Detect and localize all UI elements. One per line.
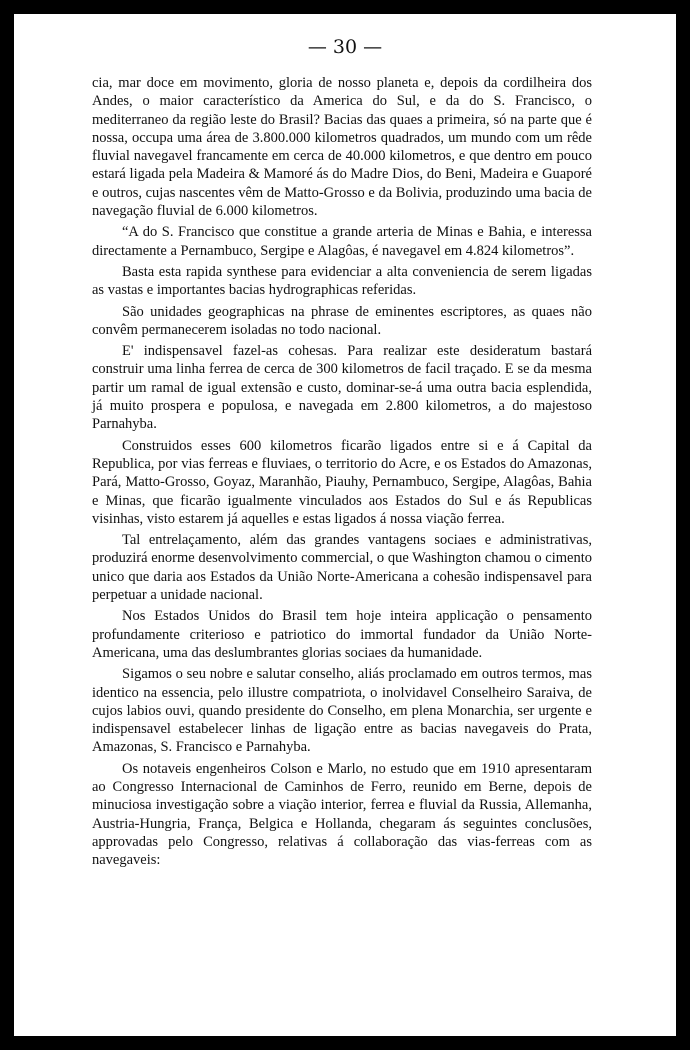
paragraph-6: Construidos esses 600 kilometros ficarão ligados entre si e á Capital da Republica, por vias ferreas e fluviaes, o territorio do Acre, e os Estados do Amazonas, Pará, Matto-Grosso, Goyaz, Maranhão, Piauhy, Pernambuco, Sergipe, Alagôas, Bahia e Minas, que ficarão igualmente vinculados aos Estados do Sul e ás Republicas visinhas, visto estarem já aquelles e estas ligados á nossa viação ferrea. [92, 437, 592, 527]
paragraph-1: cia, mar doce em movimento, gloria de nosso planeta e, depois da cordilheira dos Andes, o maior característico da America do Sul, e da do S. Francisco, o mediterraneo da região leste do Brasil? Bacias das quaes a primeira, só na parte que é nossa, occupa uma área de 3.800.000 kilometros quadrados, um mundo com um rêde fluvial navegavel francamente em cerca de 40.000 kilometros, e que dentro em pouco estará ligada pela Madeira & Mamoré ás do Madre Dios, do Beni, Madeira e Guaporé e outros, cujas nascentes vêm de Matto-Grosso e da Bolivia, produzindo uma bacia de navegação fluvial de 6.000 kilometros. [92, 75, 592, 220]
paragraph-2: “A do S. Francisco que constitue a grande arteria de Minas e Bahia, e interessa directamente a Pernambuco, Sergipe e Alagôas, é navegavel em 4.824 kilometros”. [92, 224, 592, 259]
paragraph-9: Sigamos o seu nobre e salutar conselho, aliás proclamado em outros termos, mas identico na essencia, pelo illustre compatriota, o inolvidavel Conselheiro Saraiva, de cujos labios ouvi, quando presidente do Conselho, em plena Monarchia, ser urgente e indispensavel estabelecer linhas de ligação entre as bacias navegaveis do Prata, Amazonas, S. Francisco e Parnahyba. [92, 666, 592, 756]
document-page [14, 14, 676, 1036]
paragraph-7: Tal entrelaçamento, além das grandes vantagens sociaes e administrativas, produzirá enorme desenvolvimento commercial, o que Washington chamou o cimento unico que daria aos Estados da União Norte-Americana a cohesão indispensavel para perpetuar a unidade nacional. [92, 532, 592, 604]
paragraph-3: Basta esta rapida synthese para evidenciar a alta conveniencia de serem ligadas as vastas e importantes bacias hydrographicas referidas. [92, 263, 592, 299]
body-text [92, 74, 592, 872]
page-number: — 30 — [307, 36, 383, 58]
paragraph-10: Os notaveis engenheiros Colson e Marlo, no estudo que em 1910 apresentaram ao Congresso Internacional de Caminhos de Ferro, reunido em Berne, depois de minuciosa investigação sobre a viação interior, ferrea e fluvial da Russia, Allemanha, Austria-Hungria, França, Belgica e Hollanda, chegaram ás seguintes conclusões, approvadas pelo Congresso, relativas á collaboração das vias-ferreas com as navegaveis: [92, 760, 592, 869]
paragraph-5: E' indispensavel fazel-as cohesas. Para realizar este desideratum bastará construir uma linha ferrea de cerca de 300 kilometros de facil traçado. E se da mesma partir um ramal de igual extensão e custo, dominar-se-á uma outra bacia esplendida, já muito prospera e populosa, e navegada em 2.800 kilometros, a do majestoso Parnahyba. [92, 343, 592, 433]
paragraph-8: Nos Estados Unidos do Brasil tem hoje inteira applicação o pensamento profundamente criterioso e patriotico do immortal fundador da União Norte-Americana, uma das deslumbrantes glorias sociaes da humanidade. [92, 608, 592, 661]
paragraph-4: São unidades geographicas na phrase de eminentes escriptores, as quaes não convêm permanecerem isoladas no todo nacional. [92, 303, 592, 338]
